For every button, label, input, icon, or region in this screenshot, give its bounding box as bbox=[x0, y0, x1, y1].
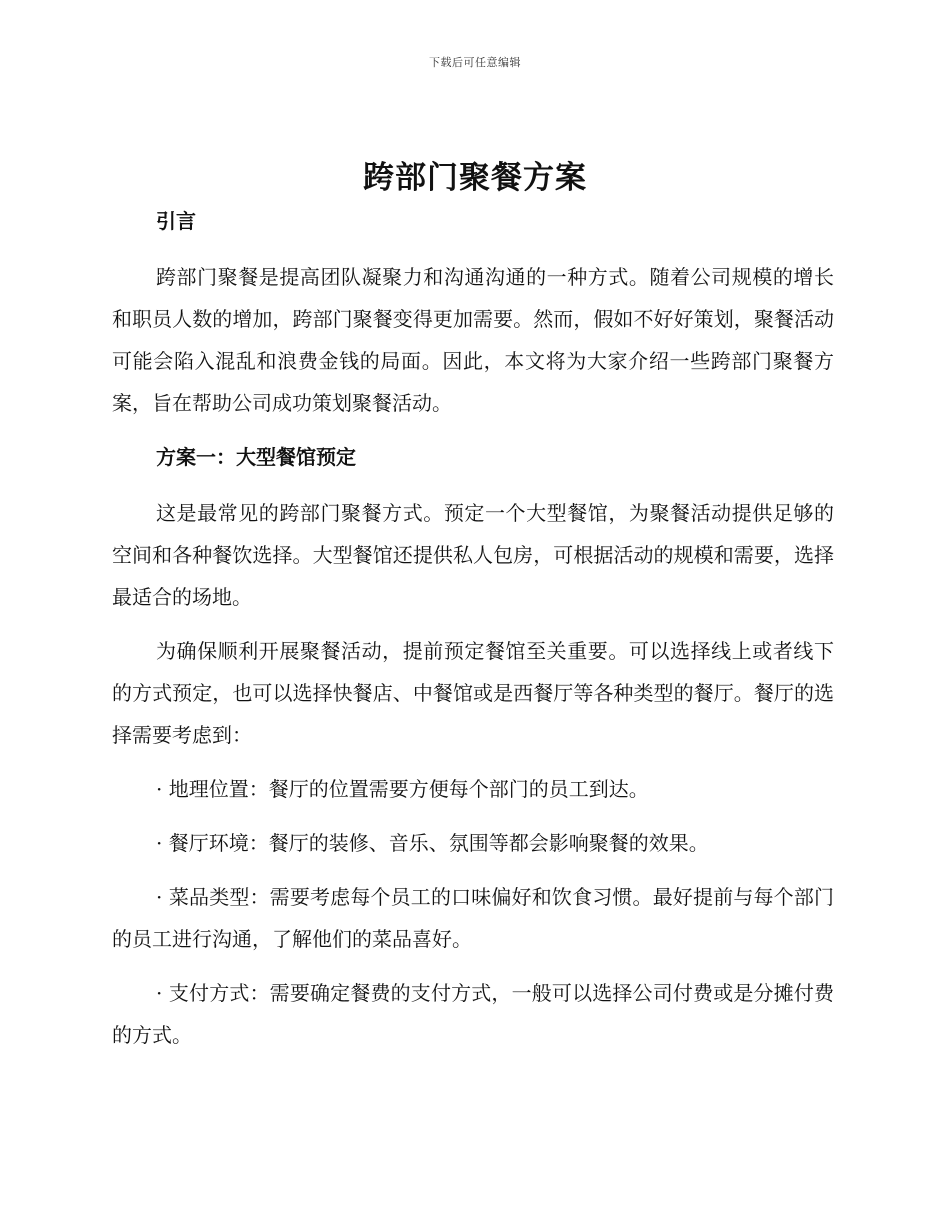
bullet-dish-type: · 菜品类型：需要考虑每个员工的口味偏好和饮食习惯。最好提前与每个部门的员工进行沟通，了解他们的菜品喜好。 bbox=[112, 885, 834, 951]
plan-one-paragraph-1: 这是最常见的跨部门聚餐方式。预定一个大型餐馆，为聚餐活动提供足够的空间和各种餐饮选择。大型餐馆还提供私人包房，可根据活动的规模和需要，选择最适合的场地。 bbox=[112, 501, 834, 609]
document-title: 跨部门聚餐方案 bbox=[363, 160, 587, 196]
plan-one-paragraph-2: 为确保顺利开展聚餐活动，提前预定餐馆至关重要。可以选择线上或者线下的方式预定，也可以选择快餐店、中餐馆或是西餐厅等各种类型的餐厅。餐厅的选择需要考虑到： bbox=[112, 639, 834, 747]
bullet-location: · 地理位置：餐厅的位置需要方便每个部门的员工到达。 bbox=[156, 777, 649, 801]
bullet-environment: · 餐厅环境：餐厅的装修、音乐、氛围等都会影响聚餐的效果。 bbox=[156, 831, 709, 855]
section-heading-plan-one: 方案一：大型餐馆预定 bbox=[156, 445, 356, 469]
section-heading-intro: 引言 bbox=[156, 209, 196, 233]
intro-paragraph: 跨部门聚餐是提高团队凝聚力和沟通沟通的一种方式。随着公司规模的增长和职员人数的增加，跨部门聚餐变得更加需要。然而，假如不好好策划，聚餐活动可能会陷入混乱和浪费金钱的局面。因此，本文将为大家介绍一些跨部门聚餐方案，旨在帮助公司成功策划聚餐活动。 bbox=[112, 265, 834, 415]
bullet-payment: · 支付方式：需要确定餐费的支付方式，一般可以选择公司付费或是分摊付费的方式。 bbox=[112, 981, 834, 1047]
page-header-note: 下载后可任意编辑 bbox=[429, 56, 521, 69]
document-body bbox=[112, 200, 834, 1068]
